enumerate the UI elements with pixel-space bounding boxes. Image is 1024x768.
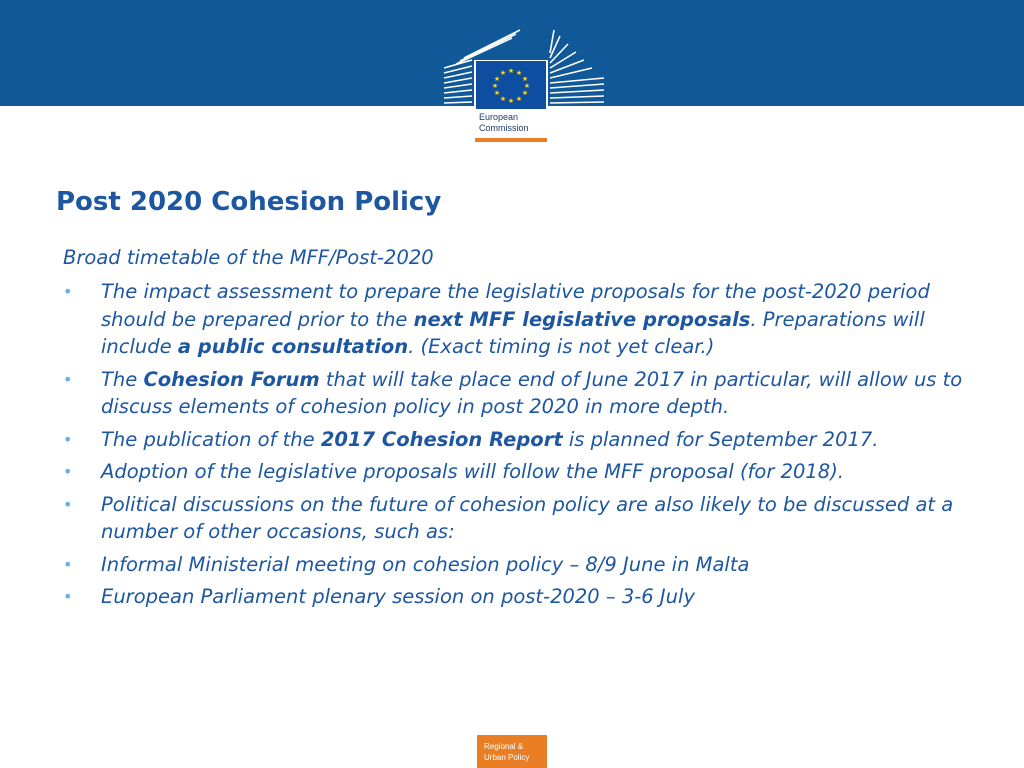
bullet-item <box>63 458 978 486</box>
bullet-text: Political discussions on the future of cohesion policy are also likely to be discussed at a number of other occasions, such as: <box>101 492 954 543</box>
svg-text:★: ★ <box>507 97 515 105</box>
logo-accent-bar <box>475 138 547 142</box>
bullet-dot-icon: • <box>63 554 73 574</box>
svg-text:★: ★ <box>521 89 529 97</box>
regional-urban-policy-tab <box>477 735 547 768</box>
bullet-item <box>63 278 978 361</box>
bullet-dot-icon: • <box>63 429 73 449</box>
european-commission-logo <box>442 28 606 146</box>
bullet-text: . Preparations will include <box>101 307 925 358</box>
svg-text:★: ★ <box>521 75 529 83</box>
svg-text:★: ★ <box>523 82 531 90</box>
svg-text:★: ★ <box>515 95 523 103</box>
bullet-item <box>63 583 978 611</box>
bullet-dot-icon: • <box>63 494 73 514</box>
bullet-item <box>63 426 978 454</box>
eu-flag <box>476 61 546 109</box>
bullet-dot-icon: • <box>63 369 73 389</box>
bullet-dot-icon: • <box>63 587 73 606</box>
bullet-emphasis: next MFF legislative proposals <box>413 307 751 331</box>
bullet-text: is planned for September 2017. <box>562 427 879 451</box>
bullet-item <box>63 491 978 546</box>
bullet-text: Informal Ministerial meeting on cohesion policy – 8/9 June in Malta <box>101 552 750 576</box>
bullet-emphasis: 2017 Cohesion Report <box>320 427 563 451</box>
slide-subtitle: Broad timetable of the MFF/Post-2020 <box>63 246 434 269</box>
logo-line1: European <box>479 112 519 122</box>
footer-tab-line1: Regional & <box>484 742 524 751</box>
bullet-dot-icon: • <box>63 282 73 301</box>
bullet-text: The impact assessment to prepare the legislative proposals for the post-2020 period should be prepared prior to the <box>101 280 930 331</box>
svg-text:★: ★ <box>515 69 523 77</box>
svg-text:★: ★ <box>493 75 501 83</box>
svg-text:★: ★ <box>491 82 499 90</box>
bullet-text: that will take place end of June 2017 in particular, will allow us to discuss elements of cohesion policy in post 2020 in more depth. <box>101 367 963 418</box>
bullet-emphasis: a public consultation <box>177 335 409 358</box>
bullet-dot-icon: • <box>63 462 73 481</box>
bullet-text: European Parliament plenary session on post-2020 – 3-6 July <box>101 585 695 608</box>
eu-stars-icon <box>476 61 546 109</box>
svg-text:★: ★ <box>499 95 507 103</box>
svg-text:★: ★ <box>493 89 501 97</box>
bullet-list <box>63 278 978 616</box>
svg-text:★: ★ <box>507 67 515 75</box>
bullet-item <box>63 366 978 421</box>
bullet-text: The <box>101 367 144 391</box>
bullet-text: Adoption of the legislative proposals will follow the MFF proposal (for 2018). <box>101 460 844 483</box>
svg-text:★: ★ <box>499 69 507 77</box>
bullet-emphasis: Cohesion Forum <box>143 367 320 391</box>
bullet-text: . (Exact timing is not yet clear.) <box>408 335 715 358</box>
bullet-text: The publication of the <box>101 427 321 451</box>
logo-wordmark <box>479 112 549 134</box>
bullet-item <box>63 551 978 579</box>
footer-tab-line2: Urban Policy <box>484 753 530 762</box>
logo-line2: Commission <box>479 123 529 133</box>
slide-title: Post 2020 Cohesion Policy <box>56 187 442 217</box>
